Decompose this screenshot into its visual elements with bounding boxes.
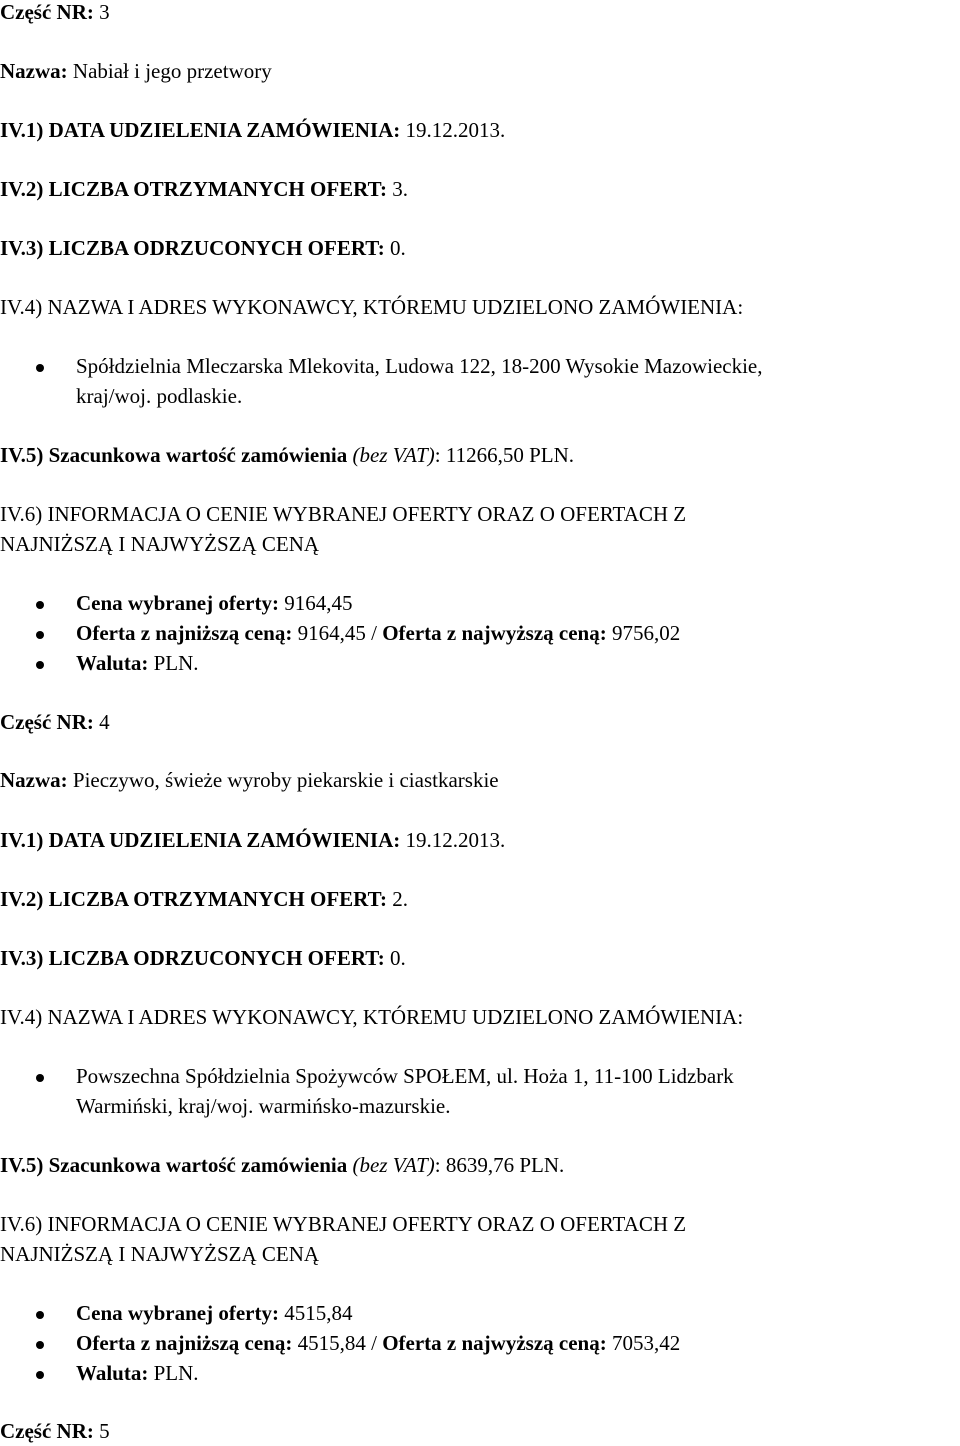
part-number-label: Część NR:	[0, 710, 94, 734]
min-max-offer-line	[76, 1328, 680, 1358]
part-number-line	[0, 1416, 110, 1446]
selected-offer-price-value: 4515,84	[284, 1301, 353, 1325]
estimated-value-amount: : 11266,50 PLN.	[434, 443, 574, 467]
selected-offer-price-label: Cena wybranej oferty:	[76, 591, 279, 615]
contractor-line-2: kraj/woj. podlaskie.	[76, 384, 243, 408]
estimated-value-line	[0, 1150, 564, 1180]
offers-received-label: IV.2) LICZBA OTRZYMANYCH OFERT:	[0, 177, 388, 201]
offers-rejected-line	[0, 943, 406, 973]
part-name-line	[0, 56, 272, 86]
award-date-value: 19.12.2013.	[405, 828, 506, 852]
currency-value: PLN.	[153, 1361, 199, 1385]
selected-offer-price-value: 9164,45	[284, 591, 353, 615]
contractor-heading: IV.4) NAZWA I ADRES WYKONAWCY, KTÓREMU UDZIELONO ZAMÓWIENIA:	[0, 1005, 744, 1029]
part-name-line	[0, 765, 499, 795]
highest-offer-value: 7053,42	[611, 1331, 681, 1355]
offers-rejected-value: 0.	[389, 236, 406, 260]
selected-offer-price-label: Cena wybranej oferty:	[76, 1301, 279, 1325]
highest-offer-value: 9756,02	[611, 621, 681, 645]
bullet-icon	[36, 601, 44, 609]
currency-line	[76, 1358, 199, 1388]
bullet-icon	[36, 631, 44, 639]
award-date-line	[0, 825, 505, 855]
award-date-line	[0, 115, 505, 145]
offers-received-value: 3.	[392, 177, 409, 201]
price-info-heading-line-2: NAJNIŻSZĄ I NAJWYŻSZĄ CENĄ	[0, 532, 320, 556]
selected-offer-price-line	[76, 1298, 352, 1328]
price-info-heading-line-2: NAJNIŻSZĄ I NAJWYŻSZĄ CENĄ	[0, 1242, 320, 1266]
price-info-heading-line-1: IV.6) INFORMACJA O CENIE WYBRANEJ OFERTY ORAZ O OFERTACH Z	[0, 1212, 687, 1236]
part-number-value: 3	[99, 0, 110, 24]
award-date-label: IV.1) DATA UDZIELENIA ZAMÓWIENIA:	[0, 828, 401, 852]
offers-received-line	[0, 884, 408, 914]
bullet-icon	[36, 661, 44, 669]
offers-rejected-label: IV.3) LICZBA ODRZUCONYCH OFERT:	[0, 946, 385, 970]
part-name-label: Nazwa:	[0, 59, 68, 83]
currency-value: PLN.	[153, 651, 199, 675]
bullet-icon	[36, 1341, 44, 1349]
offers-rejected-line	[0, 233, 406, 263]
part-name-value: Pieczywo, świeże wyroby piekarskie i ciastkarskie	[72, 768, 499, 792]
offers-rejected-label: IV.3) LICZBA ODRZUCONYCH OFERT:	[0, 236, 385, 260]
offers-rejected-value: 0.	[389, 946, 406, 970]
bullet-icon	[36, 1311, 44, 1319]
selected-offer-price-line	[76, 588, 352, 618]
estimated-value-amount: : 8639,76 PLN.	[434, 1153, 565, 1177]
offers-received-label: IV.2) LICZBA OTRZYMANYCH OFERT:	[0, 887, 388, 911]
part-number-label: Część NR:	[0, 0, 94, 24]
award-date-label: IV.1) DATA UDZIELENIA ZAMÓWIENIA:	[0, 118, 401, 142]
contractor-line-1: Spółdzielnia Mleczarska Mlekovita, Ludowa 122, 18-200 Wysokie Mazowieckie,	[76, 354, 763, 378]
part-number-line	[0, 0, 110, 27]
bullet-icon	[36, 1371, 44, 1379]
award-date-value: 19.12.2013.	[405, 118, 506, 142]
highest-offer-label: Oferta z najwyższą ceną:	[382, 621, 607, 645]
offer-separator: /	[371, 1331, 377, 1355]
offers-received-value: 2.	[392, 887, 409, 911]
part-number-value: 5	[99, 1419, 110, 1443]
contractor-line-2: Warmiński, kraj/woj. warmińsko-mazurskie.	[76, 1094, 451, 1118]
price-info-heading-line-1: IV.6) INFORMACJA O CENIE WYBRANEJ OFERTY ORAZ O OFERTACH Z	[0, 502, 687, 526]
currency-label: Waluta:	[76, 651, 149, 675]
contractor-line-1: Powszechna Spółdzielnia Spożywców SPOŁEM, ul. Hoża 1, 11-100 Lidzbark	[76, 1064, 734, 1088]
highest-offer-label: Oferta z najwyższą ceną:	[382, 1331, 607, 1355]
offer-separator: /	[371, 621, 377, 645]
contractor-heading: IV.4) NAZWA I ADRES WYKONAWCY, KTÓREMU UDZIELONO ZAMÓWIENIA:	[0, 295, 744, 319]
part-name-label: Nazwa:	[0, 768, 68, 792]
currency-label: Waluta:	[76, 1361, 149, 1385]
part-name-value: Nabiał i jego przetwory	[72, 59, 272, 83]
min-max-offer-line	[76, 618, 680, 648]
estimated-value-line	[0, 440, 574, 470]
estimated-value-vat-note: (bez VAT)	[352, 443, 435, 467]
offers-received-line	[0, 174, 408, 204]
lowest-offer-value: 4515,84	[297, 1331, 366, 1355]
part-number-label: Część NR:	[0, 1419, 94, 1443]
bullet-icon	[36, 364, 44, 372]
lowest-offer-label: Oferta z najniższą ceną:	[76, 621, 293, 645]
lowest-offer-value: 9164,45	[297, 621, 366, 645]
estimated-value-label: IV.5) Szacunkowa wartość zamówienia	[0, 1153, 348, 1177]
part-number-line	[0, 707, 110, 737]
estimated-value-label: IV.5) Szacunkowa wartość zamówienia	[0, 443, 348, 467]
currency-line	[76, 648, 199, 678]
part-number-value: 4	[99, 710, 110, 734]
bullet-icon	[36, 1074, 44, 1082]
lowest-offer-label: Oferta z najniższą ceną:	[76, 1331, 293, 1355]
estimated-value-vat-note: (bez VAT)	[352, 1153, 435, 1177]
